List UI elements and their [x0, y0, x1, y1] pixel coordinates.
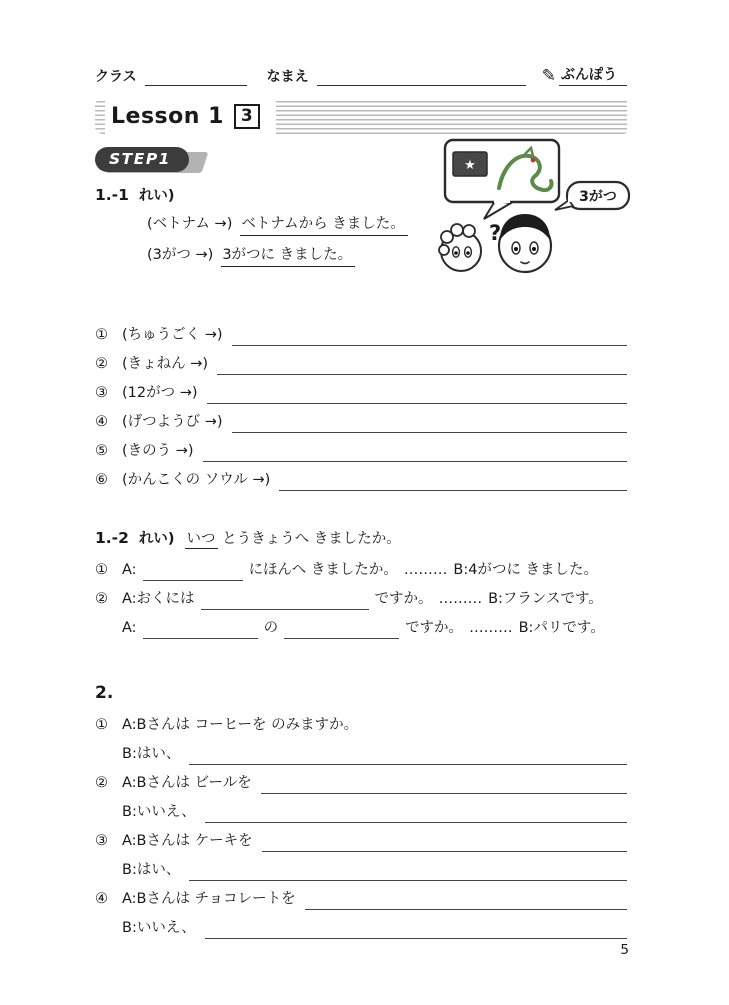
rei-label: れい): [138, 188, 175, 204]
dialogue-a-mid: の: [263, 620, 279, 636]
dialogue-a: A:Bさんは コーヒーを のみますか。: [122, 717, 359, 733]
item-prompt: (12がつ →): [122, 385, 198, 401]
example-answer: 3がつに きました。: [221, 243, 355, 267]
rei-underlined-word: いつ: [186, 531, 216, 547]
header: [95, 64, 627, 86]
example-prompt: (3がつ →): [147, 247, 214, 263]
answer-blank: [203, 446, 627, 462]
dialogue-a: A:Bさんは ケーキを: [122, 833, 253, 849]
example-prompt: (ベトナム →): [147, 216, 233, 232]
dialogue-b-prefix: B:はい、: [122, 862, 181, 878]
answer-blank: [217, 359, 627, 375]
lesson-title-band: [95, 98, 627, 134]
exercise-row: [95, 441, 627, 462]
dotted-leader: ………: [438, 591, 483, 607]
item-prompt: (きょねん →): [122, 356, 209, 372]
item-number: ⑤: [95, 443, 108, 459]
dialogue-a-suffix: ですか。: [405, 620, 464, 636]
item-number: ①: [95, 562, 108, 578]
exercise-row: [95, 325, 627, 346]
rei-label: れい): [138, 531, 175, 547]
item-number: ⑥: [95, 472, 108, 488]
name-blank: [317, 71, 526, 86]
dialogue-a-prefix: A:おくには: [122, 591, 195, 607]
exercise-row: [122, 618, 627, 639]
item-number: ②: [95, 356, 108, 372]
month-bubble-label: 3がつ: [579, 189, 617, 205]
section-2-heading: [95, 683, 627, 703]
subject-label: ぶんぽう: [559, 64, 627, 86]
item-prompt: (きのう →): [122, 443, 194, 459]
section-1-2-number: 1.-2: [95, 529, 129, 547]
flag-star-icon: ★: [464, 158, 476, 173]
dialogue-b-prefix: B:いいえ、: [122, 804, 196, 820]
step-badge: [95, 147, 275, 174]
item-prompt: (ちゅうごく →): [122, 327, 223, 343]
rei-rest: とうきょうへ きましたか。: [222, 531, 401, 547]
pencil-icon: ✎: [541, 66, 556, 86]
dialogue-b: B:パリです。: [518, 620, 605, 636]
section-2-number: 2.: [95, 683, 114, 703]
lesson-title: Lesson 1: [111, 103, 224, 129]
item-number: ①: [95, 717, 108, 733]
dialogue-b: B:フランスです。: [488, 591, 603, 607]
section-1-2-heading: [95, 527, 627, 548]
section-1-1-number: 1.-1: [95, 186, 129, 204]
item-prompt: (げつようび →): [122, 414, 223, 430]
item-number: ③: [95, 833, 108, 849]
exercise-row: [95, 470, 627, 491]
lesson-number-box: 3: [234, 104, 260, 129]
dialogue-b-prefix: B:はい、: [122, 746, 181, 762]
answer-blank: [201, 596, 369, 611]
answer-blank: [189, 749, 627, 765]
dialogue-a: A:Bさんは チョコレートを: [122, 891, 296, 907]
dialogue-a-suffix: にほんへ きましたか。: [248, 562, 398, 578]
item-number: ④: [95, 891, 108, 907]
exercise-row: [95, 715, 627, 736]
page-number: 5: [620, 942, 629, 958]
exercise-row: [95, 560, 627, 581]
example-answer: ベトナムから きました。: [240, 212, 407, 236]
answer-blank: [279, 475, 627, 491]
exercise-row: [95, 589, 627, 610]
exercise-row: [122, 802, 627, 823]
dialogue-a-prefix: A:: [122, 562, 137, 578]
dialogue-b: B:4がつに きました。: [453, 562, 599, 578]
answer-blank: [284, 625, 399, 640]
answer-blank: [207, 388, 627, 404]
exercise-row: [95, 831, 627, 852]
illustration: [437, 138, 649, 280]
name-label: なまえ: [266, 69, 309, 85]
exercise-row: [95, 773, 627, 794]
dialogue-a: A:Bさんは ビールを: [122, 775, 252, 791]
answer-blank: [143, 625, 258, 640]
item-number: ①: [95, 327, 108, 343]
exercise-row: [122, 744, 627, 765]
answer-blank: [261, 778, 627, 794]
question-mark: ?: [489, 221, 502, 245]
dialogue-a-suffix: ですか。: [374, 591, 433, 607]
answer-blank: [232, 417, 627, 433]
answer-blank: [305, 894, 627, 910]
item-number: ④: [95, 414, 108, 430]
exercise-row: [95, 354, 627, 375]
exercise-row: [95, 889, 627, 910]
item-prompt: (かんこくの ソウル →): [122, 472, 271, 488]
answer-blank: [143, 567, 243, 582]
dialogue-b-prefix: B:いいえ、: [122, 920, 196, 936]
answer-blank: [189, 865, 627, 881]
class-label: クラス: [95, 69, 137, 85]
item-number: ②: [95, 775, 108, 791]
exercise-row: [122, 860, 627, 881]
speech-bubble-tail: [484, 201, 511, 219]
exercise-row: [95, 383, 627, 404]
answer-blank: [232, 330, 627, 346]
answer-blank: [262, 836, 627, 852]
exercise-row: [95, 412, 627, 433]
answer-blank: [205, 923, 627, 939]
answer-blank: [205, 807, 627, 823]
item-number: ②: [95, 591, 108, 607]
dialogue-a-prefix: A:: [122, 620, 137, 636]
exercise-row: [122, 918, 627, 939]
step-badge-label: STEP1: [95, 147, 189, 172]
class-blank: [145, 71, 247, 86]
dotted-leader: ………: [403, 562, 448, 578]
item-number: ③: [95, 385, 108, 401]
dotted-leader: ………: [469, 620, 513, 636]
